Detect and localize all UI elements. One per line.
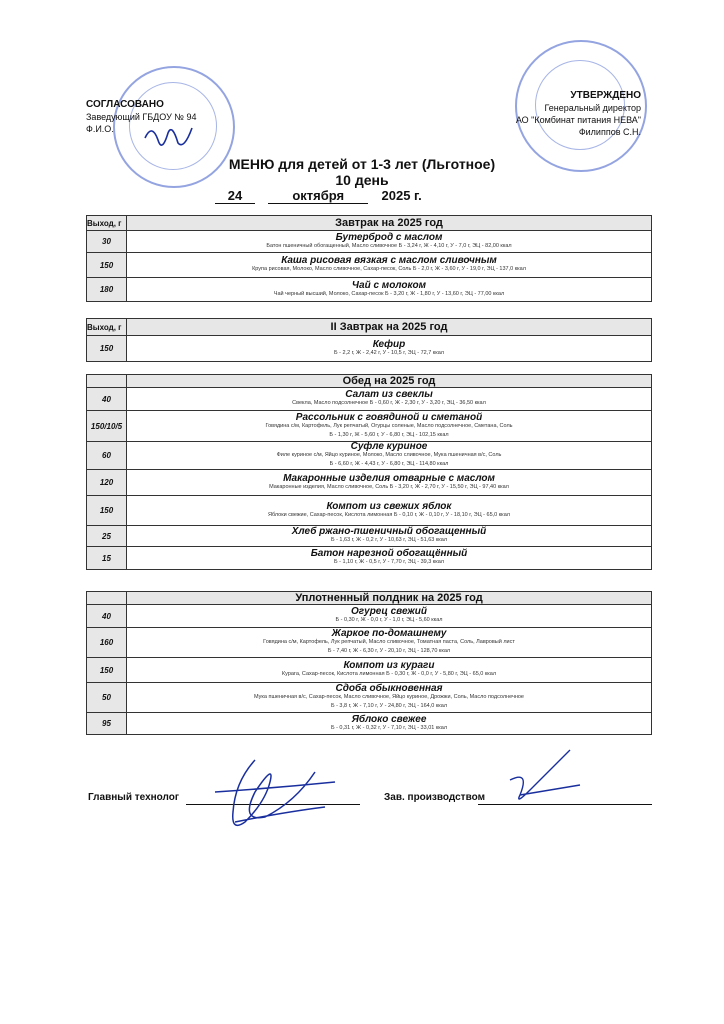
table-row [87, 628, 652, 658]
dish-composition: Чай черный высший, Молоко, Сахар-песок Б - 3,20 г, Ж - 1,80 г, У - 13,60 г, ЭЦ - 77,00 ккал [273, 290, 505, 297]
approval-left-position: Заведующий ГБДОУ № 94 [86, 112, 197, 122]
approval-right-name: Филиппов С.Н. [578, 127, 641, 137]
item-weight: 40 [87, 605, 127, 628]
dish-name: Рассольник с говядиной и сметаной [295, 411, 483, 423]
dish-name: Сдоба обыкновенная [335, 683, 443, 694]
section-title-lunch: Обед на 2025 год [127, 375, 652, 388]
item-weight: 95 [87, 713, 127, 735]
production-head-signature [480, 740, 600, 810]
item-weight: 160 [87, 628, 127, 658]
table-row [87, 496, 652, 526]
table-row [87, 470, 652, 496]
table-row [87, 278, 652, 302]
table-row [87, 442, 652, 470]
breakfast-table [86, 215, 652, 302]
table-row [87, 605, 652, 628]
approval-right-block [516, 90, 641, 138]
snack-table [86, 591, 652, 735]
weight-header: Выход, г [87, 319, 127, 336]
dish-name: Суфле куриное [350, 441, 428, 452]
date-month: октября [268, 188, 368, 204]
section-title-breakfast2: II Завтрак на 2025 год [127, 319, 652, 336]
table-row [87, 526, 652, 547]
table-row [87, 411, 652, 442]
dish-name: Макаронные изделия отварные с маслом [283, 472, 495, 484]
weight-header: Выход, г [87, 216, 127, 231]
dish-composition: Говядина с/м, Картофель, Лук репчатый, Огурцы соленые, Масло подсолнечное, Сметана, Соль Б - 1,30 г, Ж - 5,60 г, У - 6,80 г, ЭЦ - 102,15 ккал [265, 422, 513, 438]
item-weight: 150 [87, 336, 127, 362]
approval-right-position: Генеральный директор [544, 103, 641, 113]
dish-composition: Крупа рисовая, Молоко, Масло сливочное, Сахар-песок, Соль Б - 2,0 г, Ж - 3,60 г, У - 19,0 г, ЭЦ - 137,0 ккал [252, 266, 526, 272]
dish-composition: Б - 0,31 г, Ж - 0,32 г, У - 7,10 г, ЭЦ - 33,01 ккал [330, 724, 448, 731]
item-weight: 150 [87, 253, 127, 278]
item-weight: 15 [87, 547, 127, 570]
date-day: 24 [215, 188, 255, 204]
dish-name: Каша рисовая вязкая с маслом сливочным [281, 255, 497, 266]
dish-name: Бутерброд с маслом [335, 231, 443, 243]
production-head-label: Зав. производством [384, 792, 485, 803]
table-row [87, 658, 652, 683]
dish-name: Огурец свежий [351, 606, 427, 617]
table-row [87, 336, 652, 362]
table-row [87, 683, 652, 713]
item-weight: 50 [87, 683, 127, 713]
dish-composition: Свекла, Масло подсолнечное Б - 0,60 г, Ж - 2,30 г, У - 3,20 г, ЭЦ - 36,50 ккал [292, 400, 486, 406]
date-year: 2025 г. [381, 188, 422, 203]
table-row [87, 388, 652, 411]
breakfast2-table [86, 318, 652, 362]
item-weight: 40 [87, 388, 127, 411]
dish-composition: Батон пшеничный обогащенный, Масло сливочное Б - 3,24 г, Ж - 4,10 г, У - 7,0 г, ЭЦ - 82,00 ккал [266, 242, 512, 249]
table-row [87, 253, 652, 278]
item-weight: 25 [87, 526, 127, 547]
dish-name: Батон нарезной обогащённый [310, 548, 468, 559]
menu-day: 10 день [335, 172, 389, 188]
section-title-breakfast: Завтрак на 2025 год [127, 216, 652, 231]
dish-composition: Макаронные изделия, Масло сливочное, Соль Б - 3,20 г, Ж - 2,70 г, У - 15,50 г, ЭЦ - 97,40 ккал [269, 483, 509, 490]
dish-name: Компот из кураги [343, 660, 435, 671]
item-weight: 120 [87, 470, 127, 496]
dish-composition: Говядина с/м, Картофель, Лук репчатый, Масло сливочное, Томатная паста, Соль, Лавровый лист Б - 7,40 г, Ж - 6,30 г, У - 20,10 г, ЭЦ - 128,70 ккал [263, 639, 515, 654]
dish-name: Чай с молоком [351, 279, 427, 291]
dish-composition: Б - 1,10 г, Ж - 0,5 г, У - 7,70 г, ЭЦ - 39,3 ккал [334, 559, 444, 565]
item-weight: 180 [87, 278, 127, 302]
item-weight: 30 [87, 231, 127, 253]
menu-title-block [0, 156, 724, 188]
dish-composition: Б - 1,63 г, Ж - 0,2 г, У - 10,63 г, ЭЦ - 51,63 ккал [330, 537, 448, 543]
item-weight: 150 [87, 658, 127, 683]
section-title-snack: Уплотненный полдник на 2025 год [127, 592, 652, 605]
item-weight: 150/10/5 [87, 411, 127, 442]
item-weight: 150 [87, 496, 127, 526]
dish-composition: Б - 2,2 г, Ж - 2,42 г, У - 10,5 г, ЭЦ - 72,7 ккал [334, 349, 444, 356]
dish-composition: Курага, Сахар-песок, Кислота лимонная Б - 0,30 г, Ж - 0,0 г, У - 5,80 г, ЭЦ - 65,0 ккал [281, 671, 497, 677]
menu-title: МЕНЮ для детей от 1-3 лет (Льготное) [228, 156, 496, 172]
dish-composition: Филе куриное с/м, Яйцо куриное, Молоко, Масло сливочное, Мука пшеничная в/с, Соль Б - 6,60 г, Ж - 4,43 г, У - 6,80 г, ЭЦ - 114,80 ккал [276, 452, 502, 467]
dish-composition: Б - 0,30 г, Ж - 0,0 г, У - 1,0 г, ЭЦ - 5,60 ккал [335, 617, 443, 623]
chief-technologist-signature [195, 752, 345, 842]
date-line [215, 188, 422, 204]
item-weight: 60 [87, 442, 127, 470]
lunch-table [86, 374, 652, 570]
approval-right-company: АО "Комбинат питания НЕВА" [515, 115, 641, 125]
table-row [87, 547, 652, 570]
approval-left-heading: СОГЛАСОВАНО [86, 99, 164, 110]
approval-left-fio: Ф.И.О. [86, 124, 114, 134]
left-signature [140, 118, 200, 158]
dish-composition: Яблоки свежие, Сахар-песок, Кислота лимонная Б - 0,10 г, Ж - 0,10 г, У - 18,10 г, ЭЦ - 65,0 ккал [268, 511, 510, 518]
chief-technologist-label: Главный технолог [88, 792, 180, 803]
table-row [87, 231, 652, 253]
dish-name: Салат из свеклы [345, 389, 433, 400]
approval-right-heading: УТВЕРЖДЕНО [570, 90, 641, 101]
dish-name: Компот из свежих яблок [326, 500, 452, 512]
dish-name: Жаркое по-домашнему [331, 628, 447, 639]
dish-name: Яблоко свежее [351, 713, 427, 725]
dish-name: Хлеб ржано-пшеничный обогащенный [291, 526, 487, 537]
table-row [87, 713, 652, 735]
dish-composition: Мука пшеничная в/с, Сахар-песок, Масло сливочное, Яйцо куриное, Дрожжи, Соль, Масло подсолнечное Б - 3,8 г, Ж - 7,10 г, У - 24,80 г, ЭЦ - 164,0 ккал [254, 694, 524, 709]
dish-name: Кефир [372, 338, 406, 350]
